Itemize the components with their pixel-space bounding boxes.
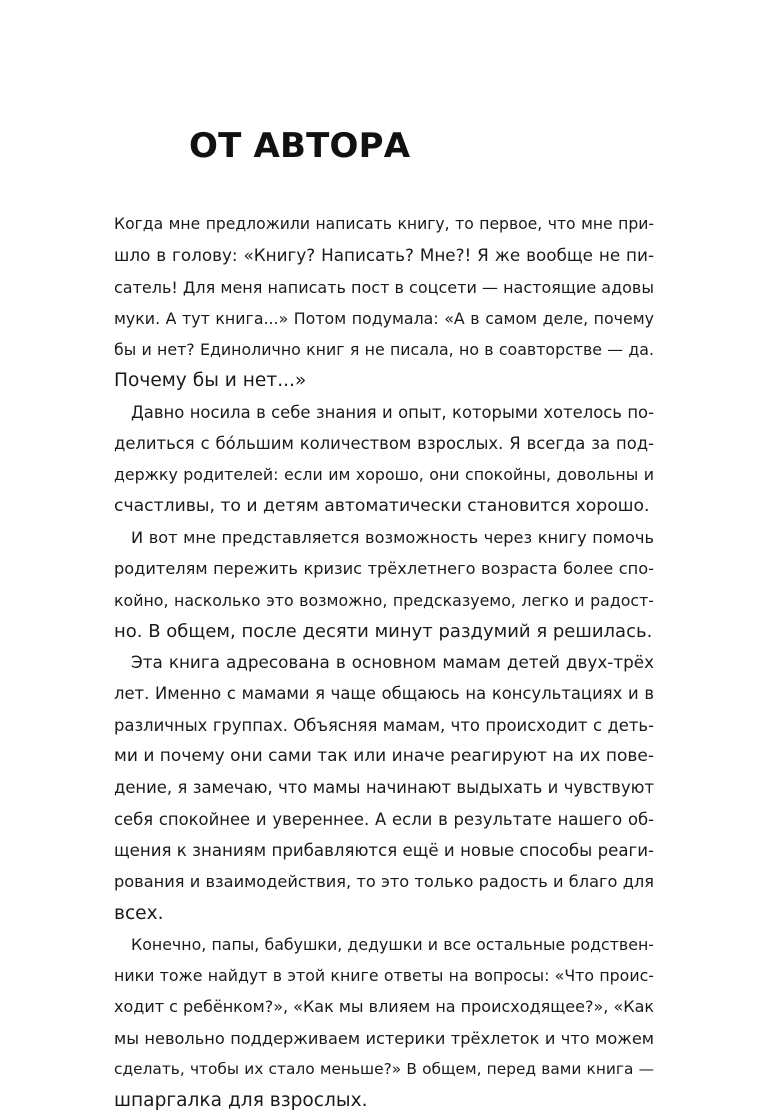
- text-line: Когда мне предложили написать книгу, то первое, что мне при-: [114, 215, 654, 233]
- text-line: держку родителей: если им хорошо, они спокойны, довольны и: [114, 465, 654, 485]
- text-line: шпаргалка для взрослых.: [114, 1090, 368, 1112]
- text-line: лет. Именно с мамами я чаще общаюсь на консультациях и в: [114, 684, 654, 704]
- text-line: щения к знаниям прибавляются ещё и новые способы реаги-: [114, 840, 654, 860]
- text-line: Конечно, папы, бабушки, дедушки и все остальные родствен-: [131, 934, 654, 954]
- text-line: бы и нет? Единолично книг я не писала, но в соавторстве — да.: [114, 340, 654, 360]
- text-line: рования и взаимодействия, то это только радость и благо для: [114, 872, 654, 892]
- text-line: И вот мне представляется возможность через книгу помочь: [131, 527, 654, 547]
- text-line: но. В общем, после десяти минут раздумий я решилась.: [114, 620, 653, 642]
- text-line: делиться с бо́льшим количеством взрослых. Я всегда за под-: [114, 434, 654, 454]
- text-line: шло в голову: «Книгу? Написать? Мне?! Я же вообще не пи-: [114, 245, 654, 266]
- text-line: Почему бы и нет...»: [114, 370, 307, 392]
- text-line: Эта книга адресована в основном мамам детей двух-трёх: [131, 652, 654, 673]
- text-line: себя спокойнее и увереннее. А если в результате нашего об-: [114, 809, 654, 829]
- text-line: муки. А тут книга...» Потом подумала: «А в самом деле, почему: [114, 308, 654, 328]
- text-line: родителям пережить кризис трёхлетнего возраста более спо-: [114, 559, 654, 579]
- text-line: ники тоже найдут в этой книге ответы на вопросы: «Что проис-: [114, 966, 654, 986]
- text-line: дение, я замечаю, что мамы начинают выдыхать и чувствуют: [114, 778, 654, 798]
- text-line: Давно носила в себе знания и опыт, которыми хотелось по-: [131, 402, 654, 422]
- page-title: ОТ АВТОРА: [189, 126, 411, 166]
- text-line: мы невольно поддерживаем истерики трёхлеток и что можем: [114, 1028, 654, 1048]
- body-text: [114, 209, 654, 1117]
- text-line: счастливы, то и детям автоматически становится хорошо.: [114, 495, 650, 516]
- text-line: сатель! Для меня написать пост в соцсети — настоящие адовы: [114, 277, 654, 297]
- text-line: сделать, чтобы их стало меньше?» В общем, перед вами книга —: [114, 1060, 654, 1079]
- text-line: различных группах. Объясняя мамам, что происходит с деть-: [114, 715, 654, 735]
- text-line: койно, насколько это возможно, предсказуемо, легко и радост-: [114, 590, 654, 610]
- text-line: ходит с ребёнком?», «Как мы влияем на происходящее?», «Как: [114, 997, 654, 1017]
- text-line: всех.: [114, 902, 164, 924]
- text-line: ми и почему они сами так или иначе реагируют на их пове-: [114, 746, 654, 767]
